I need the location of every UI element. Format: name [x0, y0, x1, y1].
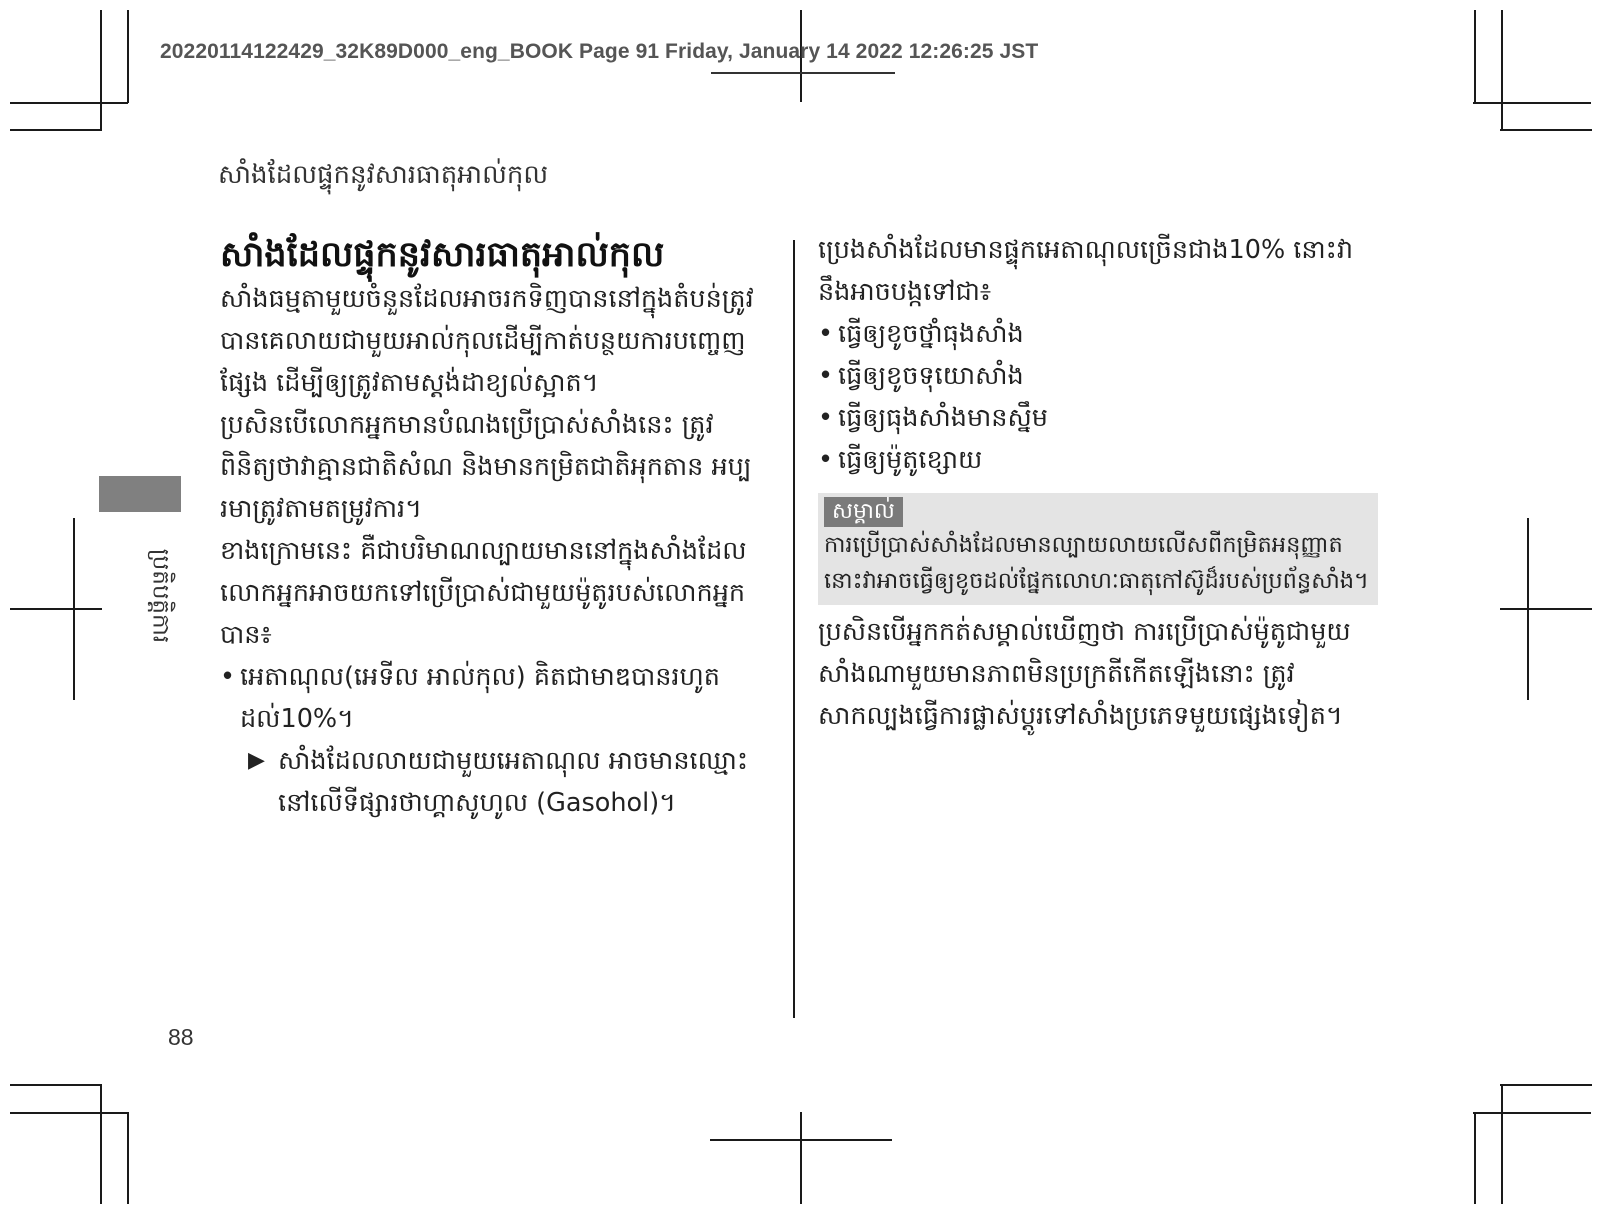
list-item [818, 439, 1378, 481]
running-head: សាំងដែលផ្ទុកនូវសារធាតុអាល់កុល [218, 160, 549, 190]
list-item-text: ធ្វើឲ្យធុងសាំងមានស្នឹម [838, 403, 1048, 433]
side-tab-label: ប្រតិបត្តិការ [147, 548, 174, 644]
bullet-icon: • [818, 361, 834, 391]
bullet-icon: • [818, 445, 834, 475]
side-tab [99, 476, 181, 512]
bullet-icon: • [818, 403, 834, 433]
right-column [818, 229, 1378, 737]
warning-intro: ប្រេងសាំងដែលមានផ្ទុកអេតាណុលច្រើនជាង10% នោះវានឹងអាចបង្កទៅជា៖ [818, 235, 1354, 307]
bullet-icon: • [220, 662, 236, 692]
mixture-list [220, 656, 780, 740]
list-item [818, 397, 1378, 439]
intro-paragraph: សាំងធម្មតាមួយចំនួនដែលអាចរកទិញបាននៅក្នុងតំបន់ត្រូវបានគេលាយជាមួយអាល់កុលដើម្បីកាត់បន្ថយការបញ្ចេញផ្សែង ដើម្បីឲ្យត្រូវតាមស្តង់ដាខ្យល់ស្អាត។ [220, 284, 754, 398]
list-item [818, 355, 1378, 397]
list-item-text: ធ្វើឲ្យម៉ូតូខ្សោយ [838, 445, 983, 475]
triangle-right-icon: ▶ [248, 748, 265, 773]
list-item [220, 656, 780, 740]
closing-paragraph: ប្រសិនបើអ្នកកត់សម្គាល់ឃើញថា ការប្រើប្រាស់ម៉ូតូជាមួយសាំងណាមួយមានភាពមិនប្រក្រតីកើតឡើងនោះ ត្រូវសាកល្បងធ្វើការផ្លាស់ប្តូរទៅសាំងប្រភេទមួយផ្សេងទៀត។ [818, 617, 1351, 731]
list-item-text: អេតាណុល(អេទីល អាល់កុល) គិតជាមាឌបានរហូតដល់10%។ [240, 662, 720, 734]
column-divider [793, 240, 795, 1018]
list-item-text: ធ្វើឲ្យខូចថ្នាំធុងសាំង [838, 319, 1024, 349]
section-title: សាំងដែលផ្ទុកនូវសារធាតុអាល់កុល [220, 235, 665, 275]
left-column [220, 232, 780, 824]
sub-item-text: សាំងដែលលាយជាមួយអេតាណុល អាចមានឈ្មោះនៅលើទីផ្សារថាហ្គាសូហូល (Gasohol)។ [278, 746, 749, 818]
check-paragraph: ប្រសិនបើលោកអ្នកមានបំណងប្រើប្រាស់សាំងនេះ ត្រូវពិនិត្យថាវាគ្មានជាតិសំណ និងមានកម្រិតជាតិអុកតាន អប្បរមាត្រូវតាមតម្រូវការ។ [220, 410, 752, 524]
page-number: 88 [168, 1024, 194, 1050]
sub-item [220, 740, 780, 824]
print-header-underline [711, 72, 895, 74]
print-header: 20220114122429_32K89D000_eng_BOOK Page 91 Friday, January 14 2022 12:26:25 JST [160, 40, 1039, 63]
list-item-text: ធ្វើឲ្យខូចទុយោសាំង [838, 361, 1024, 391]
mixture-paragraph: ខាងក្រោមនេះ គឺជាបរិមាណល្បាយមាននៅក្នុងសាំងដែលលោកអ្នកអាចយកទៅប្រើប្រាស់ជាមួយម៉ូតូរបស់លោកអ្នកបាន៖ [220, 536, 747, 650]
bullet-icon: • [818, 319, 834, 349]
list-item [818, 313, 1378, 355]
effects-list [818, 313, 1378, 481]
note-label: សម្គាល់ [824, 497, 903, 527]
note-box [818, 493, 1378, 605]
note-text: ការប្រើប្រាស់សាំងដែលមានល្បាយលាយលើសពីកម្រិតអនុញ្ញាត នោះវាអាចធ្វើឲ្យខូចដល់ផ្នែកលោហៈធាតុកៅស៊ូដ៏របស់ប្រព័ន្ធសាំង។ [824, 532, 1369, 594]
